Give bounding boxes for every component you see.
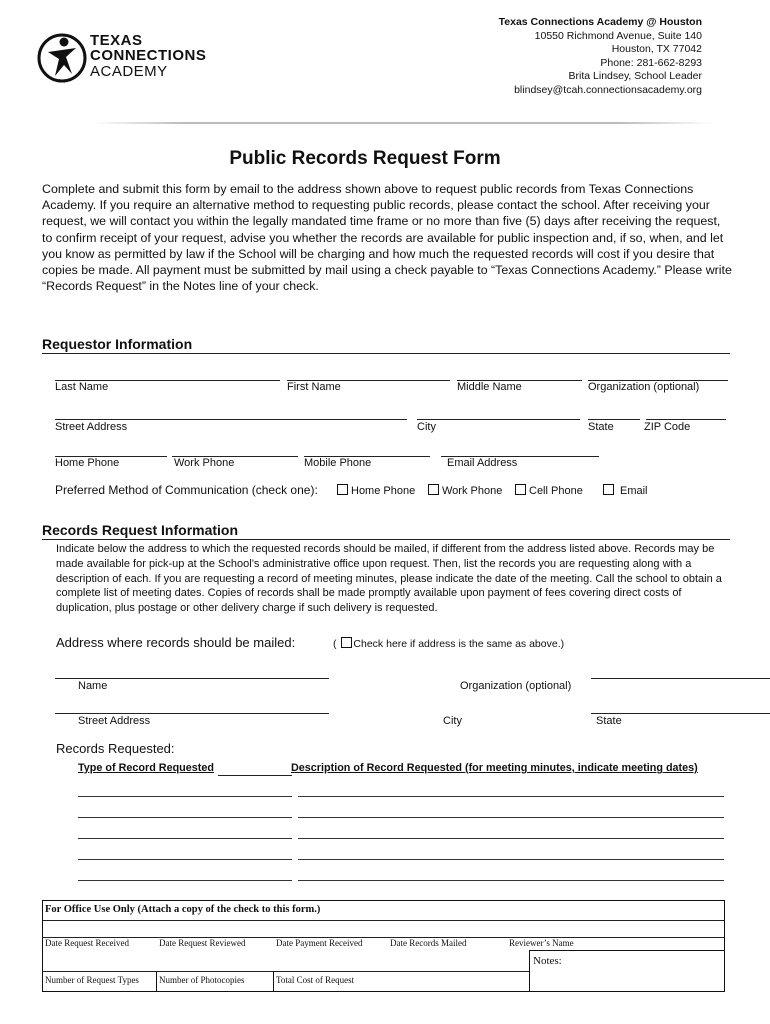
organization-label: Organization (optional) bbox=[588, 381, 700, 393]
preferred-home-phone-option[interactable] bbox=[337, 484, 415, 497]
logo-emblem-icon bbox=[36, 30, 88, 86]
mail-street-field[interactable] bbox=[55, 713, 329, 714]
preferred-work-phone-option[interactable] bbox=[428, 484, 502, 497]
city-label: City bbox=[417, 421, 436, 433]
mail-city-label: City bbox=[443, 715, 462, 727]
desc-row-1[interactable] bbox=[298, 796, 724, 797]
school-phone: Phone: 281-662-8293 bbox=[600, 56, 702, 69]
desc-row-5[interactable] bbox=[298, 880, 724, 881]
date-payment-label: Date Payment Received bbox=[276, 938, 363, 948]
mail-address-label: Address where records should be mailed: bbox=[56, 635, 296, 650]
school-logo bbox=[36, 30, 226, 86]
records-heading-rule bbox=[42, 539, 730, 540]
type-row-2[interactable] bbox=[78, 817, 292, 818]
mail-state-field[interactable] bbox=[591, 713, 770, 714]
street-address-label: Street Address bbox=[55, 421, 128, 433]
same-address-option-label: Check here if address is the same as above.) bbox=[353, 638, 565, 650]
desc-row-2[interactable] bbox=[298, 817, 724, 818]
num-copies-label: Number of Photocopies bbox=[159, 975, 245, 985]
total-cost-label: Total Cost of Request bbox=[276, 975, 355, 985]
mail-organization-label: Organization (optional) bbox=[460, 680, 572, 692]
page-title: Public Records Request Form bbox=[229, 148, 501, 169]
date-received-label: Date Request Received bbox=[45, 938, 129, 948]
column-header-rule bbox=[218, 775, 292, 776]
description-column-header: Description of Record Requested (for meeting minutes, indicate meeting dates) bbox=[291, 762, 698, 774]
preferred-email-option[interactable] bbox=[603, 484, 648, 497]
office-col-divider-2 bbox=[273, 971, 274, 991]
first-name-label: First Name bbox=[287, 381, 341, 393]
home-phone-checkbox[interactable] bbox=[337, 484, 348, 495]
school-leader: Brita Lindsey, School Leader bbox=[568, 70, 702, 82]
desc-row-3[interactable] bbox=[298, 838, 724, 839]
date-reviewed-label: Date Request Reviewed bbox=[159, 938, 246, 948]
preferred-method-label: Preferred Method of Communication (check one): bbox=[55, 483, 318, 497]
intro-paragraph: Complete and submit this form by email to the address shown above to request public records from Texas Connections Academy. If you require an alternative method to requesting public records, please contact the school. After receiving your request, we will contact you within the legally mandated time frame or no more than five (5) days after receiving the request, to confirm receipt of your request, advise you whether the records are available for public inspection and, if so, when, and let you know as permitted by law if the School will be charging and how much the requested records will cost if you desire that copies be made. All payment must be submitted by mail using a check payable to “Texas Connections Academy.” Please write “Records Request” in the Notes line of your check. bbox=[42, 182, 732, 294]
work-phone-option-label: Work Phone bbox=[442, 485, 503, 497]
header-divider bbox=[92, 122, 712, 124]
school-contact-block bbox=[499, 16, 702, 97]
notes-label: Notes: bbox=[533, 955, 562, 967]
logo-text-line1: TEXAS bbox=[90, 32, 143, 49]
email-checkbox[interactable] bbox=[603, 484, 614, 495]
street-address-field[interactable] bbox=[55, 419, 407, 420]
preferred-cell-phone-option[interactable] bbox=[515, 484, 583, 497]
home-phone-label: Home Phone bbox=[55, 457, 120, 469]
city-field[interactable] bbox=[417, 419, 580, 420]
cell-phone-option-label: Cell Phone bbox=[529, 485, 583, 497]
zip-field[interactable] bbox=[646, 419, 726, 420]
type-row-3[interactable] bbox=[78, 838, 292, 839]
reviewer-label: Reviewer’s Name bbox=[509, 938, 574, 948]
records-paragraph: Indicate below the address to which the requested records should be mailed, if different from the address listed above. Records may be made available for pick-up at the School’s administrative office upon request. Then, list the records you are requesting along with a description of each. If you are requesting a record of meeting minutes, please indicate the date of the meeting. Call the school to obtain a complete list of meeting dates. Copies of records shall be made promptly available upon payment of fees covering direct costs of duplication, plus postage or other delivery charge if such delivery is requested. bbox=[56, 543, 722, 615]
state-label: State bbox=[588, 421, 614, 433]
notes-box[interactable] bbox=[529, 950, 725, 992]
school-address1: 10550 Richmond Avenue, Suite 140 bbox=[534, 29, 702, 42]
mail-state-label: State bbox=[596, 715, 622, 727]
type-row-1[interactable] bbox=[78, 796, 292, 797]
records-requested-label: Records Requested: bbox=[56, 741, 175, 756]
mail-organization-field[interactable] bbox=[591, 678, 770, 679]
requestor-heading: Requestor Information bbox=[42, 336, 193, 352]
mail-street-label: Street Address bbox=[78, 715, 151, 727]
mail-name-field[interactable] bbox=[55, 678, 329, 679]
same-address-checkbox[interactable] bbox=[341, 637, 352, 648]
logo-text-line2: CONNECTIONS bbox=[90, 47, 207, 64]
work-phone-label: Work Phone bbox=[174, 457, 235, 469]
same-address-option[interactable] bbox=[333, 637, 564, 650]
requestor-heading-rule bbox=[42, 353, 730, 354]
office-col-divider-1 bbox=[156, 971, 157, 991]
state-field[interactable] bbox=[588, 419, 640, 420]
office-use-box bbox=[42, 900, 725, 992]
cell-phone-checkbox[interactable] bbox=[515, 484, 526, 495]
type-row-4[interactable] bbox=[78, 859, 292, 860]
office-heading-rule bbox=[43, 920, 724, 921]
school-email[interactable]: blindsey@tcah.connectionsacademy.org bbox=[514, 83, 702, 96]
email-option-label: Email bbox=[620, 485, 648, 497]
desc-row-4[interactable] bbox=[298, 859, 724, 860]
office-use-heading: For Office Use Only (Attach a copy of the check to this form.) bbox=[45, 904, 321, 915]
records-heading: Records Request Information bbox=[42, 522, 239, 538]
type-row-5[interactable] bbox=[78, 880, 292, 881]
office-top-rule bbox=[43, 937, 724, 938]
school-address2: Houston, TX 77042 bbox=[611, 43, 702, 55]
logo-text-line3: ACADEMY bbox=[90, 63, 168, 80]
middle-name-label: Middle Name bbox=[457, 381, 522, 393]
home-phone-option-label: Home Phone bbox=[351, 485, 416, 497]
office-row-divider-1 bbox=[43, 971, 529, 972]
date-mailed-label: Date Records Mailed bbox=[390, 938, 467, 948]
work-phone-checkbox[interactable] bbox=[428, 484, 439, 495]
school-name: Texas Connections Academy @ Houston bbox=[498, 16, 702, 28]
last-name-label: Last Name bbox=[55, 381, 109, 393]
same-address-open-paren: ( bbox=[333, 638, 337, 650]
num-types-label: Number of Request Types bbox=[45, 975, 139, 985]
email-label: Email Address bbox=[447, 457, 518, 469]
zip-label: ZIP Code bbox=[644, 421, 691, 433]
mobile-phone-label: Mobile Phone bbox=[304, 457, 372, 469]
mail-name-label: Name bbox=[78, 680, 108, 692]
type-column-header: Type of Record Requested bbox=[78, 762, 214, 774]
